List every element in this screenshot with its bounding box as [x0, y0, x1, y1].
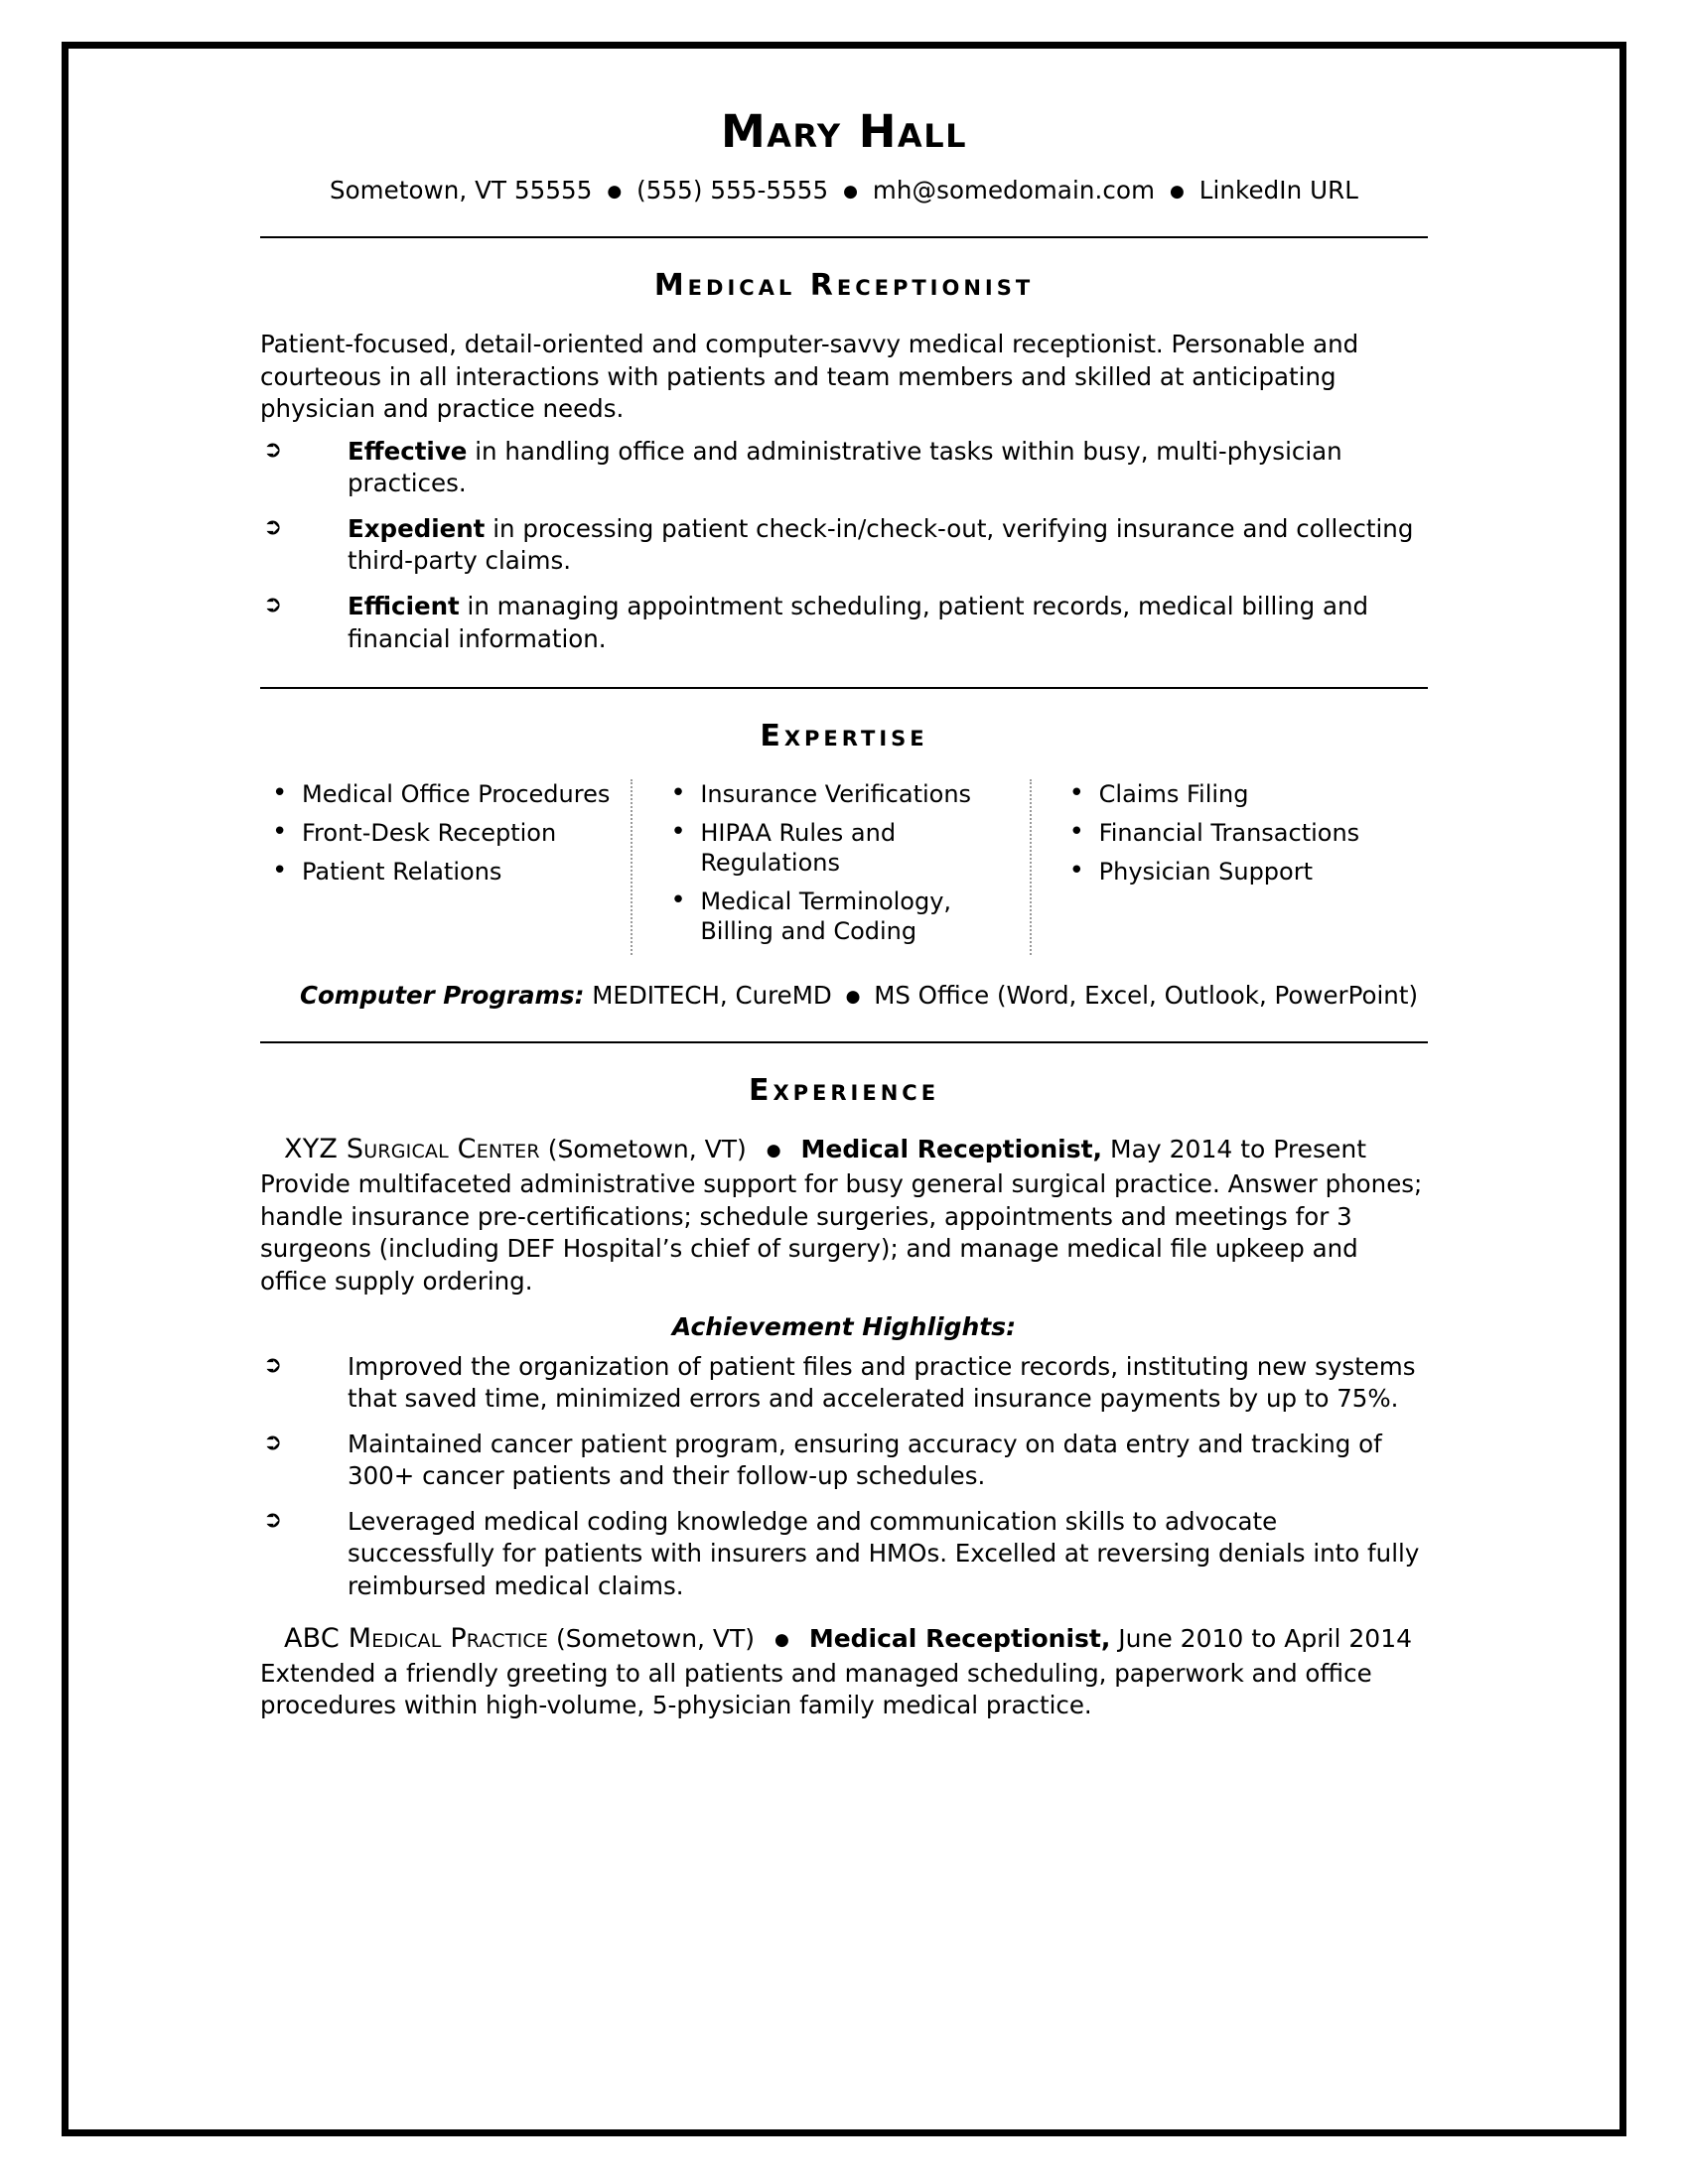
list-item: [1057, 779, 1418, 809]
bullet-lead: Efficient: [348, 592, 460, 621]
list-item: [260, 513, 1428, 578]
achievements-title: Achievement Highlights:: [671, 1311, 1017, 1341]
list-item: [260, 779, 621, 809]
expertise-item: Insurance Verifications: [700, 780, 972, 809]
round-bullet-icon: •: [1068, 817, 1084, 848]
list-item: [260, 1506, 1428, 1603]
expertise-item: Medical Office Procedures: [302, 780, 611, 809]
achievement-text: Maintained cancer patient program, ensuring accuracy on data entry and tracking of 300+ cancer patients and their follow-up schedules.: [348, 1429, 1382, 1491]
job-company: ABC Medical Practice: [284, 1622, 549, 1654]
contact-location: Sometown, VT 55555: [329, 176, 593, 205]
job-description: Extended a friendly greeting to all patients and managed scheduling, paperwork and office procedures within high-volume, 5-physician family medical practice.: [260, 1658, 1372, 1720]
round-bullet-icon: •: [670, 778, 686, 809]
list-item: [658, 779, 1019, 809]
bullet-separator-icon: ●: [843, 182, 858, 202]
expertise-item: Claims Filing: [1098, 780, 1249, 809]
summary-paragraph: Patient-focused, detail-oriented and computer-savvy medical receptionist. Personable and courteous in all interactions with patients and team members and skilled at anticipating physician and practice needs.: [260, 330, 1359, 424]
computer-programs-line: [300, 981, 1428, 1010]
computer-programs-value-2: MS Office (Word, Excel, Outlook, PowerPoint): [874, 981, 1418, 1011]
list-item: [260, 436, 1428, 500]
page-title: Mary Hall: [721, 105, 967, 158]
job-location: (Sometown, VT): [547, 1135, 747, 1164]
expertise-columns: [260, 779, 1428, 955]
round-bullet-icon: •: [272, 856, 288, 887]
divider: [260, 1041, 1428, 1043]
bullet-text: in managing appointment scheduling, patient records, medical billing and financial information.: [348, 592, 1369, 653]
round-bullet-icon: •: [1068, 856, 1084, 887]
section-title-experience: Experience: [748, 1073, 940, 1109]
expertise-item: Patient Relations: [302, 858, 502, 887]
expertise-column: [631, 779, 1029, 955]
job-title: Medical Receptionist,: [800, 1135, 1103, 1164]
divider: [260, 687, 1428, 689]
round-bullet-icon: •: [272, 817, 288, 848]
section-title-expertise: Expertise: [760, 719, 928, 754]
list-item: [1057, 857, 1418, 887]
bullet-text: in processing patient check-in/check-out, verifying insurance and collecting third-party claims.: [348, 513, 1414, 576]
bullet-separator-icon: ●: [845, 987, 861, 1008]
expertise-item: Financial Transactions: [1098, 819, 1360, 848]
list-item: [260, 857, 621, 887]
job-header: [260, 1134, 1428, 1164]
round-bullet-icon: •: [272, 778, 288, 809]
divider: [260, 236, 1428, 238]
list-item: [260, 591, 1428, 655]
expertise-column: [260, 779, 631, 955]
bullet-text: in handling office and administrative tasks within busy, multi-physician practices.: [348, 436, 1342, 498]
contact-line: [260, 176, 1428, 205]
summary-bullet-list: [260, 436, 1428, 655]
expertise-item: Physician Support: [1098, 858, 1313, 887]
job-company: XYZ Surgical Center: [284, 1134, 540, 1165]
list-item: [260, 1429, 1428, 1493]
job-location: (Sometown, VT): [556, 1623, 756, 1653]
arrow-bullet-icon: ➲: [263, 592, 283, 618]
contact-phone: (555) 555-5555: [636, 176, 829, 205]
bullet-separator-icon: ●: [766, 1141, 781, 1161]
expertise-column: [1030, 779, 1428, 955]
arrow-bullet-icon: ➲: [263, 1351, 283, 1378]
bullet-lead: Effective: [348, 436, 468, 466]
round-bullet-icon: •: [1068, 778, 1084, 809]
job-dates: June 2010 to April 2014: [1110, 1623, 1413, 1653]
list-item: [1057, 818, 1418, 848]
achievement-text: Leveraged medical coding knowledge and communication skills to advocate successfully for patients with insurers and HMOs. Excelled at reversing denials into fully reimbursed medical claims.: [348, 1506, 1420, 1600]
list-item: [260, 1351, 1428, 1416]
round-bullet-icon: •: [670, 886, 686, 916]
headline: Medical Receptionist: [653, 268, 1035, 303]
job-description: Provide multifaceted administrative support for busy general surgical practice. Answer phones; handle insurance pre-certifications; schedule surgeries, appointments and meetings for 3 surgeons (including DEF Hospital’s chief of surgery); and manage medical file upkeep and office supply ordering.: [260, 1169, 1423, 1296]
list-item: [658, 887, 1019, 946]
expertise-item: HIPAA Rules and Regulations: [700, 819, 897, 878]
achievements-list: [260, 1351, 1428, 1603]
expertise-item: Medical Terminology, Billing and Coding: [700, 887, 952, 946]
arrow-bullet-icon: ➲: [263, 1506, 283, 1533]
arrow-bullet-icon: ➲: [263, 1429, 283, 1455]
job-dates: May 2014 to Present: [1102, 1135, 1367, 1164]
contact-linkedin: LinkedIn URL: [1198, 176, 1359, 205]
round-bullet-icon: •: [670, 817, 686, 848]
bullet-lead: Expedient: [348, 513, 486, 543]
resume-content: [169, 40, 1519, 1722]
list-item: [260, 818, 621, 848]
computer-programs-label: Computer Programs:: [300, 981, 585, 1011]
bullet-separator-icon: ●: [607, 182, 623, 202]
job-header: [260, 1623, 1428, 1654]
list-item: [658, 818, 1019, 878]
bullet-separator-icon: ●: [1169, 182, 1185, 202]
arrow-bullet-icon: ➲: [263, 513, 283, 540]
arrow-bullet-icon: ➲: [263, 436, 283, 463]
expertise-item: Front-Desk Reception: [302, 819, 557, 848]
computer-programs-value-1: MEDITECH, CureMD: [592, 981, 832, 1011]
contact-email: mh@somedomain.com: [872, 176, 1156, 205]
achievement-text: Improved the organization of patient files and practice records, instituting new systems that saved time, minimized errors and accelerated insurance payments by up to 75%.: [348, 1351, 1416, 1414]
bullet-separator-icon: ●: [774, 1629, 789, 1650]
job-title: Medical Receptionist,: [808, 1623, 1111, 1653]
